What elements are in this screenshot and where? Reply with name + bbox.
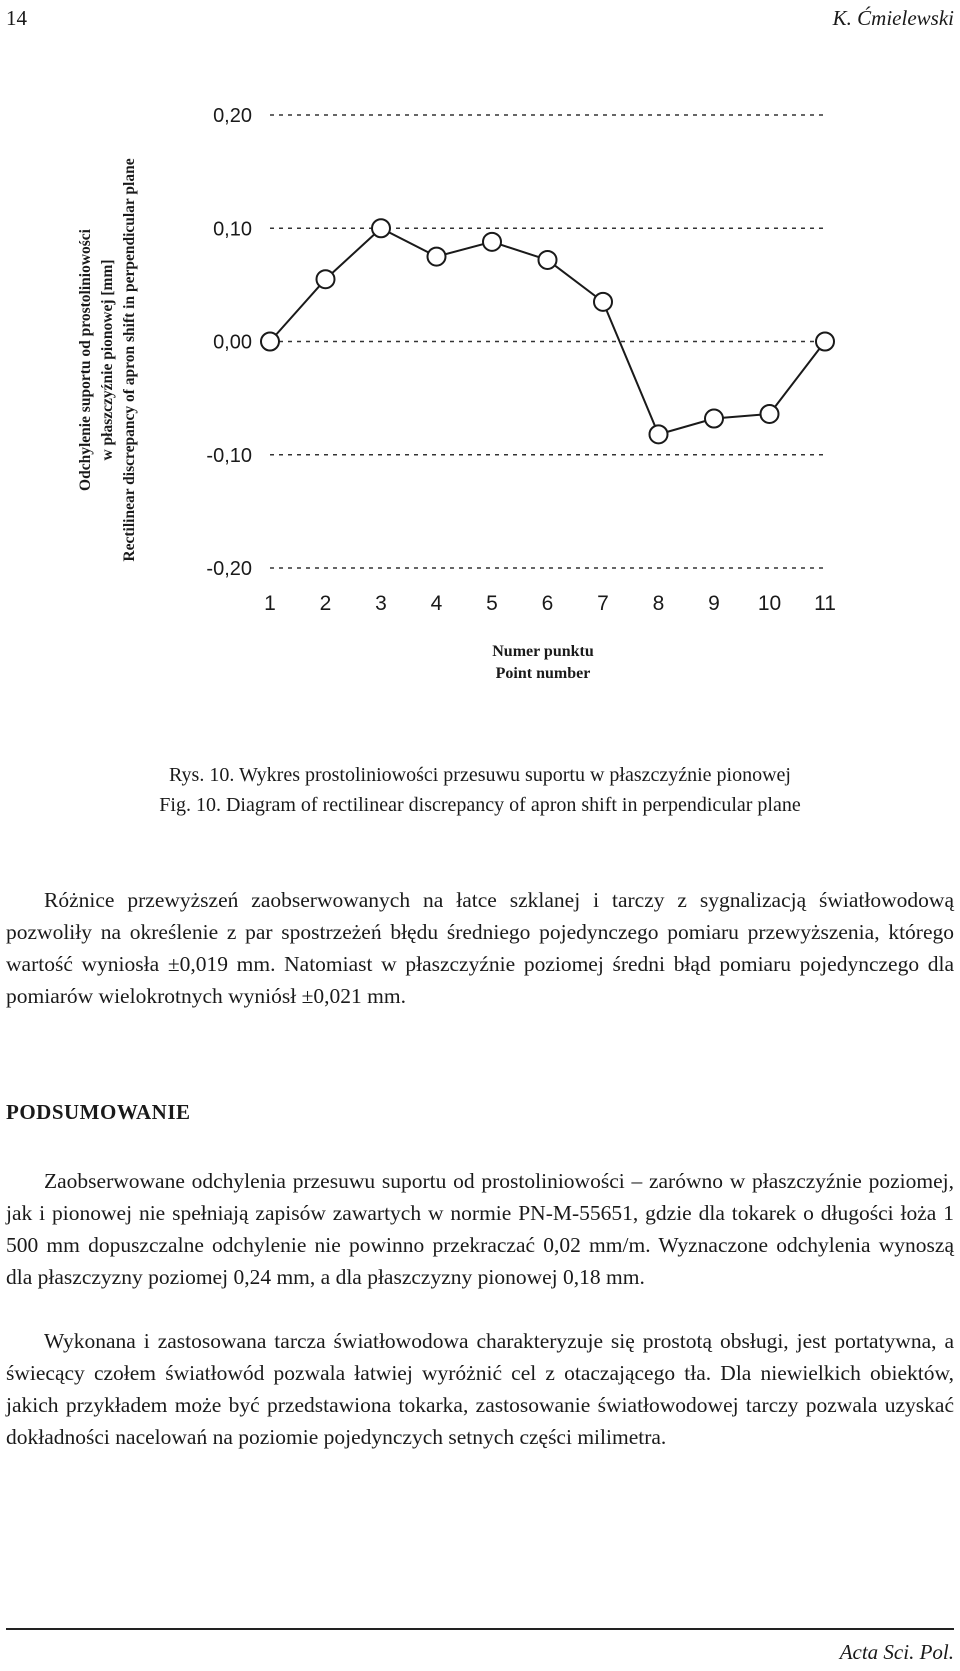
y-label-line: w płaszczyźnie pionowej [mm] (99, 259, 116, 461)
body-paragraph-1: Różnice przewyższeń zaobserwowanych na łatce szklanej i tarczy z sygnalizacją światłowodową pozwoliły na określenie z par spostrzeżeń błędu średniego pojedynczego pomiaru przewyższenia, którego wartość wyniosła ±0,019 mm. Natomiast w płaszczyźnie poziomej średni błąd pomiaru pojedynczego dla pomiarów wielokrotnych wyniósł ±0,021 mm. (6, 888, 954, 1008)
x-axis-ticks (264, 592, 836, 615)
y-tick-label: -0,20 (206, 558, 252, 580)
data-point (705, 410, 723, 428)
line-chart (60, 85, 880, 685)
data-point (650, 425, 668, 443)
series-markers (261, 219, 834, 443)
footer-rule (6, 1628, 954, 1630)
data-point (816, 333, 834, 351)
x-tick-label: 11 (814, 592, 836, 615)
y-tick-label: 0,20 (213, 105, 252, 127)
x-tick-label: 2 (319, 592, 332, 615)
data-point (539, 251, 557, 269)
footer-journal: Acta Sci. Pol. (839, 1640, 954, 1664)
y-tick-label: -0,10 (206, 444, 252, 467)
figure-caption-en: Fig. 10. Diagram of rectilinear discrepancy of apron shift in perpendicular plane (159, 794, 801, 816)
x-tick-label: 6 (541, 592, 554, 615)
x-tick-label: 10 (757, 592, 782, 615)
y-label-line: Rectilinear discrepancy of apron shift in perpendicular plane (121, 158, 138, 562)
chart-grid (270, 115, 825, 568)
y-label-line: Odchylenie suportu od prostoliniowości (77, 229, 94, 491)
data-point (594, 293, 612, 311)
page-number: 14 (6, 6, 27, 30)
x-tick-label: 3 (375, 592, 387, 615)
data-point (317, 270, 335, 288)
x-label-line: Point number (495, 665, 591, 682)
y-axis-ticks (206, 105, 252, 580)
data-point (761, 405, 779, 423)
x-axis-label (492, 643, 594, 682)
x-tick-label: 7 (597, 592, 609, 615)
page-header (6, 6, 954, 36)
x-tick-label: 1 (264, 592, 276, 615)
y-tick-label: 0,00 (213, 331, 252, 354)
data-point (428, 248, 446, 266)
x-label-line: Numer punktu (492, 643, 594, 660)
data-point (261, 333, 279, 351)
x-tick-label: 5 (486, 592, 498, 615)
body-paragraph-2: Zaobserwowane odchylenia przesuwu suportu od prostoliniowości – zarówno w płaszczyźnie poziomej, jak i pionowej nie spełniają zapisów zawartych w normie PN-M-55651, gdzie dla tokarek o długości łoża 1 500 mm dopuszczalne odchylenie nie powinno przekraczać 0,02 mm/m. Wyznaczone odchylenia wynoszą dla płaszczyzny poziomej 0,24 mm, a dla płaszczyzny pionowej 0,18 mm. (6, 1169, 954, 1289)
data-point (372, 219, 390, 237)
figure-caption-pl: Rys. 10. Wykres prostoliniowości przesuwu suportu w płaszczyźnie pionowej (169, 764, 791, 786)
x-tick-label: 8 (652, 592, 665, 615)
running-head-author: K. Ćmielewski (832, 6, 954, 30)
y-tick-label: 0,10 (213, 218, 252, 241)
data-point (483, 233, 501, 251)
y-axis-label (77, 158, 138, 561)
body-paragraph-3: Wykonana i zastosowana tarcza światłowodowa charakteryzuje się prostotą obsługi, jest portatywna, a świecący czołem światłowód pozwala łatwiej wyróżnić cel z otaczającego tła. Dla niewielkich obiektów, jakich przykładem może być przedstawiona tokarka, zastosowanie światłowodowej tarczy pozwala uzyskać dokładności nacelowań na poziomie pojedynczych setnych części milimetra. (6, 1329, 954, 1449)
x-tick-label: 4 (430, 592, 443, 615)
x-tick-label: 9 (708, 592, 720, 615)
section-title: PODSUMOWANIE (6, 1100, 191, 1124)
